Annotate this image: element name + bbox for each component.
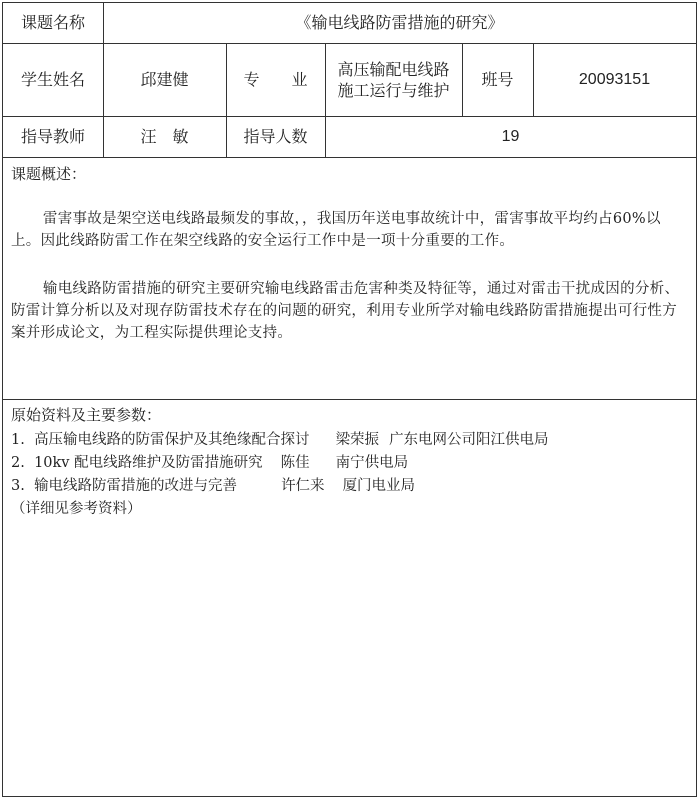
major-label: 专 业 [243,69,308,89]
reference-list [11,429,688,521]
student-count-value: 19 [501,127,520,145]
advisor-label: 指导教师 [20,126,85,146]
overview-paragraph: 雷害事故是架空送电线路最频发的事故，，我国历年送电事故统计中，雷害事故平均约占60%以上。因此线路防雷工作在架空线路的安全运行工作中是一项十分重要的工作。 [11,211,661,249]
item-index: 3. [11,478,25,494]
item-title: 10kv 配电线路维护及防雷措施研究 [34,455,263,471]
class-number-label: 班号 [481,69,514,89]
project-form [2,2,697,797]
item-org: 厦门电业局 [342,478,416,494]
row-divider [3,157,696,158]
major-value: 高压输配电线路施工运行与维护 [337,59,450,100]
class-number-value: 20093151 [578,70,651,88]
item-title: 输电线路防雷措施的改进与完善 [34,478,238,494]
student-name-value: 邱建健 [140,69,189,89]
list-note: （详细见参考资料） [11,501,142,517]
project-title-value: 《输电线路防雷措施的研究》 [295,13,504,32]
list-item [11,429,688,452]
list-item [11,452,688,475]
item-author: 梁荣振 [335,432,380,448]
section-divider [3,399,696,400]
list-item [11,475,688,498]
item-author: 陈佳 [280,455,310,471]
item-author: 许仁来 [281,478,325,494]
advisor-name-value: 汪 敏 [140,126,189,146]
item-org: 广东电网公司阳江供电局 [389,432,549,448]
project-title-label: 课题名称 [20,13,85,32]
materials-label: 原始资料及主要参数： [11,406,162,424]
student-name-label: 学生姓名 [20,69,85,89]
item-title: 高压输电线路的防雷保护及其绝缘配合探讨 [34,432,310,448]
item-index: 2. [11,455,25,471]
item-index: 1. [11,432,25,448]
item-org: 南宁供电局 [335,455,409,471]
overview-label: 课题概述： [11,165,87,183]
overview-paragraph: 输电线路防雷措施的研究主要研究输电线路雷击危害种类及特征等，通过对雷击干扰成因的分析、防雷计算分析以及对现存防雷技术存在的问题的研究，利用专业所学对输电线路防雷措施提出可行性方案并形成论文，为工程实际提供理论支持。 [11,281,680,341]
student-count-label: 指导人数 [243,126,308,146]
